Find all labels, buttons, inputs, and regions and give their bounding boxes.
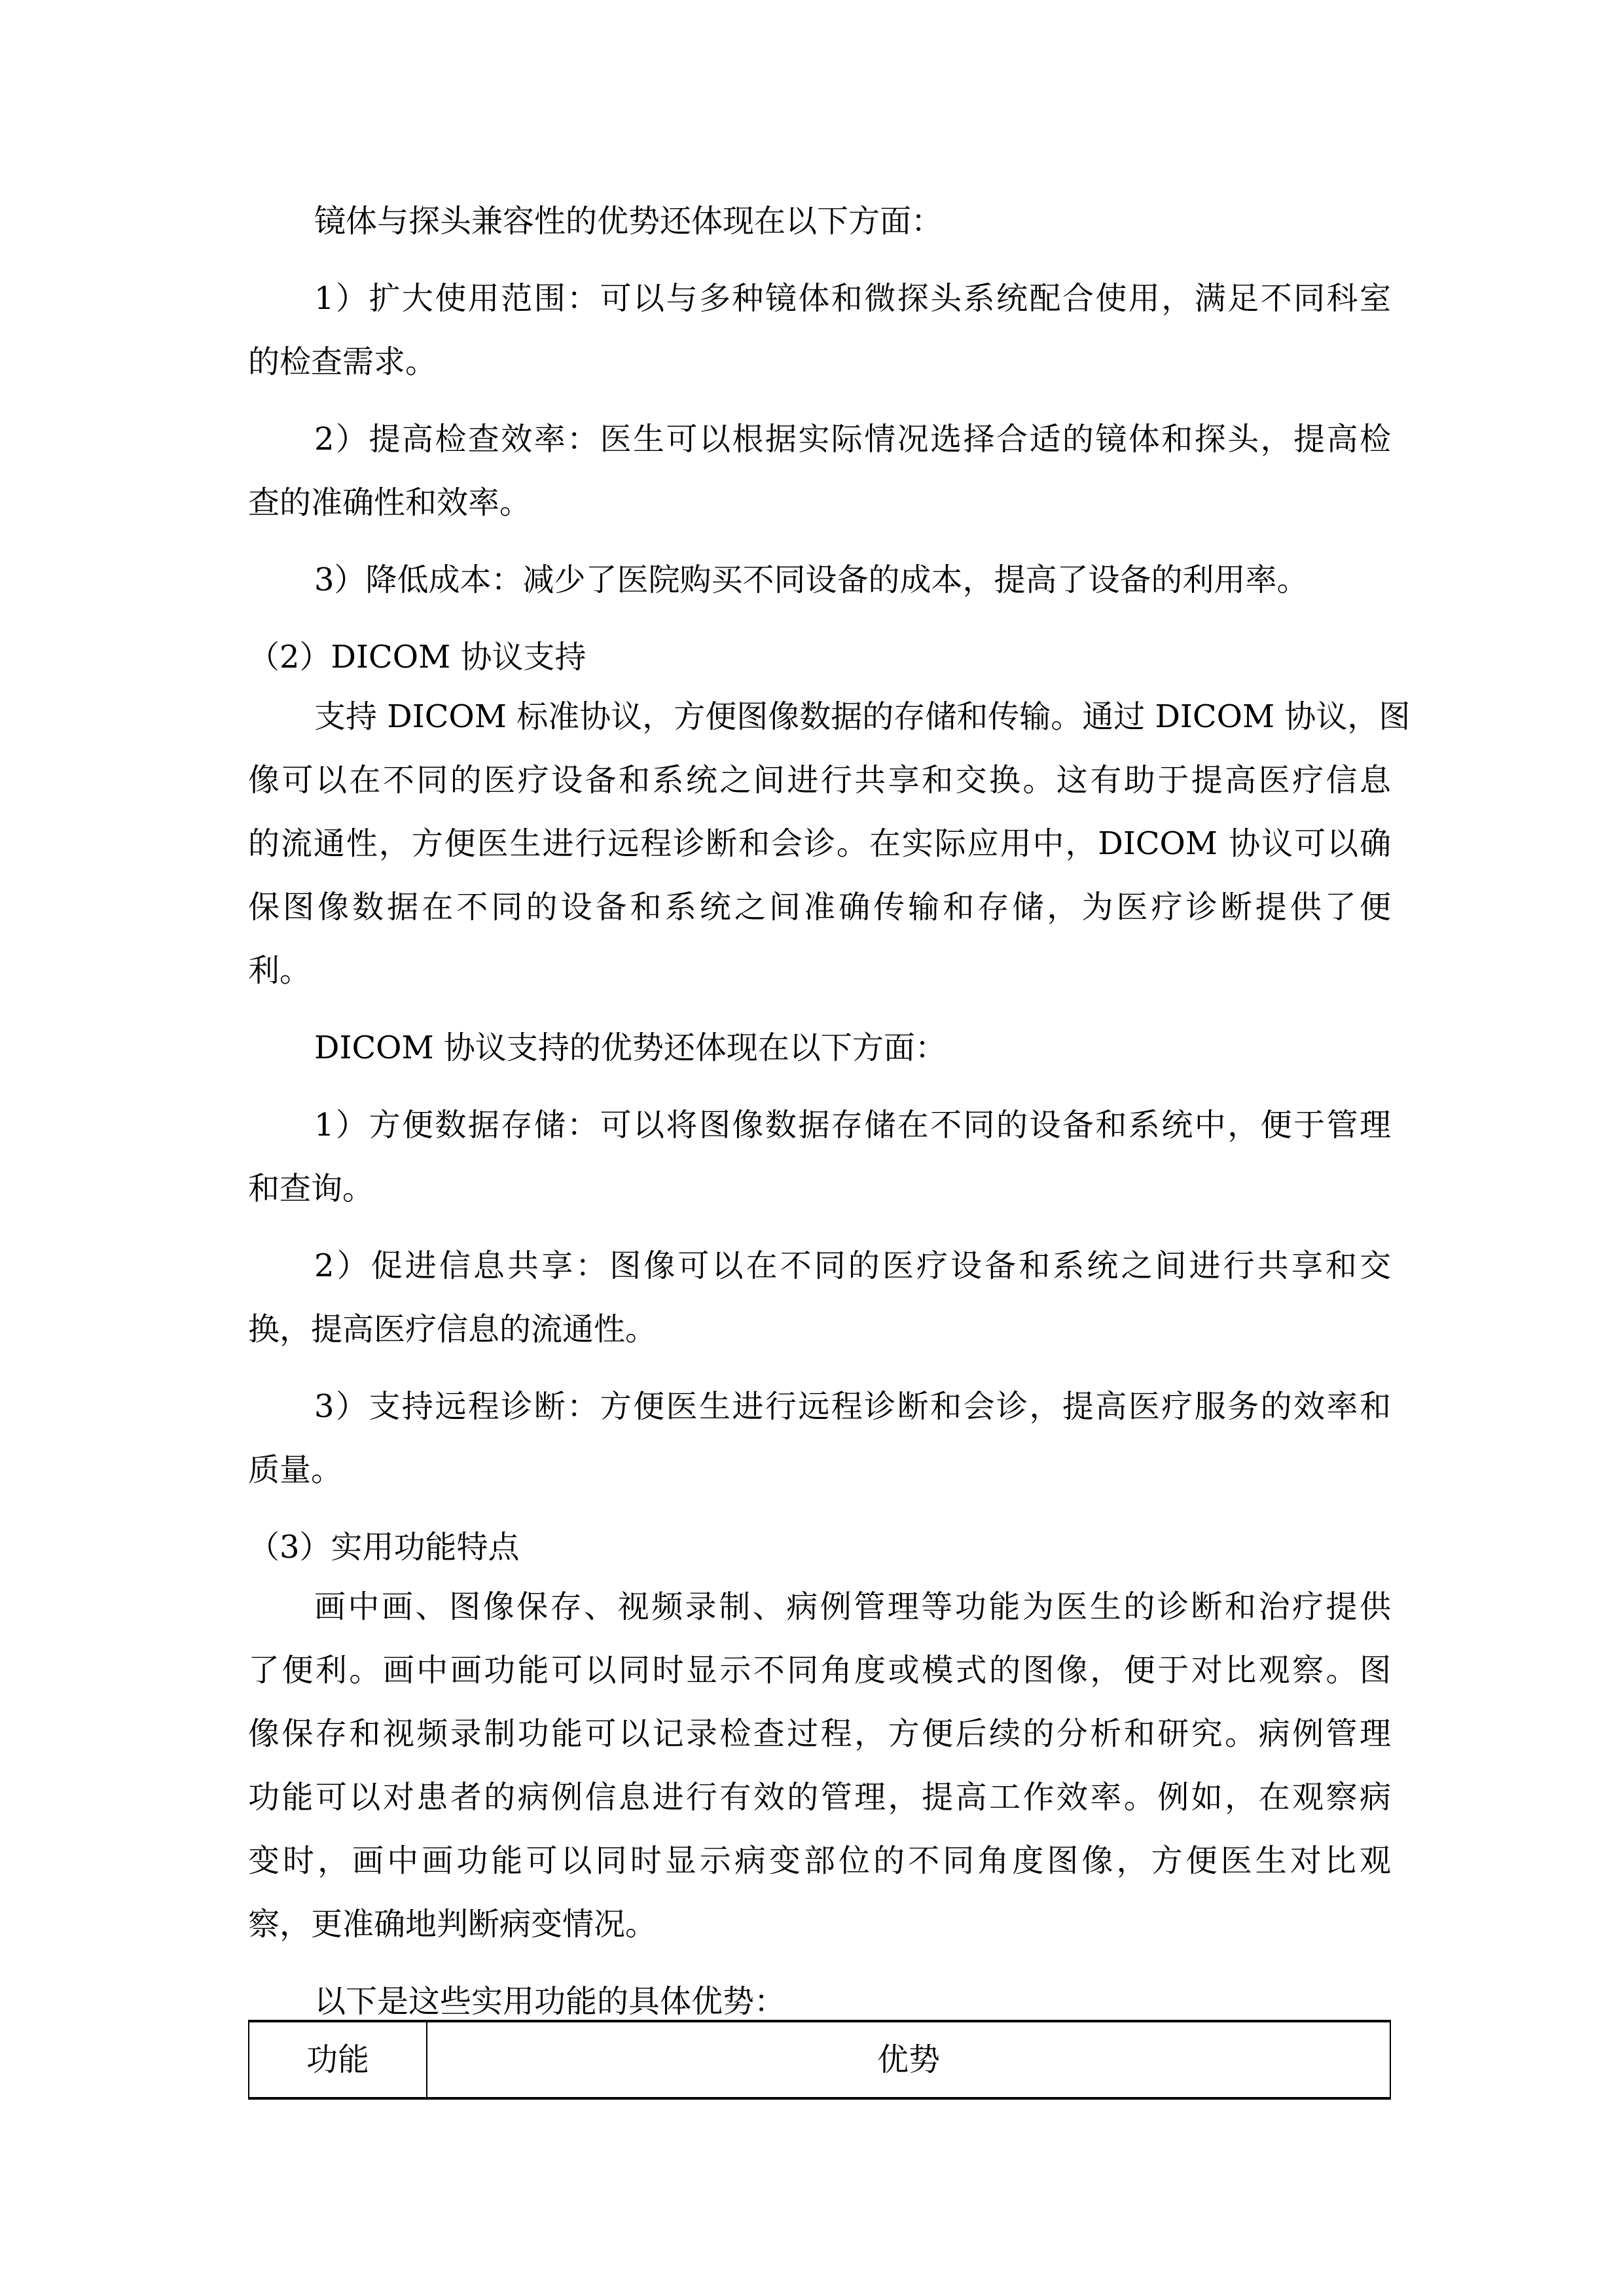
text-line: 保图像数据在不同的设备和系统之间准确传输和存储，为医疗诊断提供了便 — [248, 889, 1391, 925]
section-heading — [248, 1516, 1391, 1579]
text-line: 3）降低成本：减少了医院购买不同设备的成本，提高了设备的利用率。 — [314, 562, 1308, 598]
text-line: 功能可以对患者的病例信息进行有效的管理，提高工作效率。例如，在观察病 — [248, 1779, 1391, 1816]
text-line: 了便利。画中画功能可以同时显示不同角度或模式的图像，便于对比观察。图 — [248, 1652, 1391, 1689]
text-line: 像可以在不同的医疗设备和系统之间进行共享和交换。这有助于提高医疗信息 — [248, 762, 1391, 798]
text-line: 质量。 — [248, 1452, 343, 1488]
text-line: 支持 DICOM 标准协议，方便图像数据的存储和传输。通过 DICOM 协议，图 — [314, 698, 1411, 735]
paragraph — [248, 1094, 1391, 1221]
text-line: 3）支持远程诊断：方便医生进行远程诊断和会诊，提高医疗服务的效率和 — [314, 1388, 1391, 1425]
text-line: 察，更准确地判断病变情况。 — [248, 1906, 657, 1943]
text-line: 的检查需求。 — [248, 344, 437, 380]
header-advantage: 优势 — [427, 2021, 1390, 2098]
text-line: 以下是这些实用功能的具体优势： — [314, 1983, 786, 2020]
paragraph — [248, 548, 1391, 612]
header-function: 功能 — [249, 2021, 427, 2098]
text-line: 换，提高医疗信息的流通性。 — [248, 1311, 657, 1348]
text-line: 2）促进信息共享：图像可以在不同的医疗设备和系统之间进行共享和交 — [314, 1247, 1391, 1284]
text-line: 变时，画中画功能可以同时显示病变部位的不同角度图像，方便医生对比观 — [248, 1842, 1391, 1879]
paragraph — [248, 1016, 1391, 1080]
text-line: 镜体与探头兼容性的优势还体现在以下方面： — [314, 203, 943, 240]
text-line: 查的准确性和效率。 — [248, 484, 532, 521]
text-line: 和查询。 — [248, 1170, 374, 1207]
paragraph — [248, 267, 1391, 394]
text-line: 画中画、图像保存、视频录制、病例管理等功能为医生的诊断和治疗提供 — [314, 1588, 1391, 1625]
text-line: 1）方便数据存储：可以将图像数据存储在不同的设备和系统中，便于管理 — [314, 1107, 1391, 1143]
text-line: DICOM 协议支持的优势还体现在以下方面： — [314, 1030, 947, 1066]
paragraph — [248, 190, 1391, 253]
text-line: 1）扩大使用范围：可以与多种镜体和微探头系统配合使用，满足不同科室 — [314, 280, 1391, 317]
text-line: 利。 — [248, 952, 312, 989]
paragraph — [248, 685, 1411, 1003]
features-table — [248, 2020, 1391, 2100]
text-line: （3）实用功能特点 — [248, 1529, 520, 1566]
document-body — [248, 190, 1411, 2047]
paragraph — [248, 408, 1391, 535]
paragraph — [248, 1375, 1391, 1502]
paragraph — [248, 1575, 1391, 1956]
table-header-row — [249, 2021, 1390, 2098]
paragraph — [248, 1234, 1391, 1361]
text-line: 像保存和视频录制功能可以记录检查过程，方便后续的分析和研究。病例管理 — [248, 1715, 1391, 1752]
text-line: 2）提高检查效率：医生可以根据实际情况选择合适的镜体和探头，提高检 — [314, 421, 1391, 457]
text-line: （2）DICOM 协议支持 — [248, 639, 586, 675]
text-line: 的流通性，方便医生进行远程诊断和会诊。在实际应用中，DICOM 协议可以确 — [248, 825, 1391, 862]
section-heading — [248, 626, 1391, 689]
